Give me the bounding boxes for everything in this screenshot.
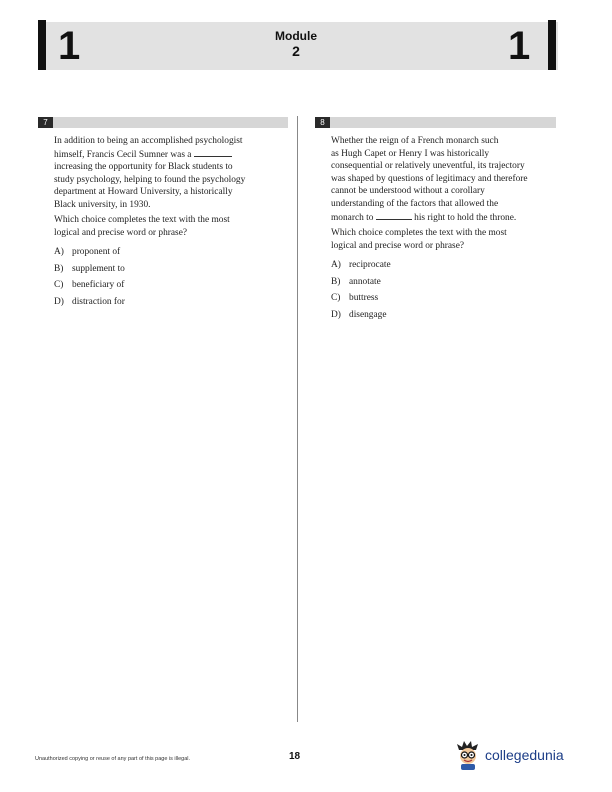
choice-c[interactable] <box>331 292 391 309</box>
question-7-number: 7 <box>38 117 53 128</box>
module-indicator <box>256 29 336 59</box>
choice-a[interactable] <box>54 246 125 263</box>
choice-letter: D) <box>331 309 341 320</box>
choice-b[interactable] <box>331 276 391 293</box>
passage-line: cannot be understood without a corollary <box>331 186 485 197</box>
module-number: 2 <box>292 43 300 59</box>
prompt-line: Which choice completes the text with the most <box>54 215 230 225</box>
header-right-block <box>548 20 556 70</box>
choice-letter: B) <box>331 276 341 287</box>
passage-line-text: monarch to <box>331 212 374 223</box>
choice-text: distraction for <box>72 296 125 307</box>
column-divider <box>297 116 298 722</box>
choice-letter: C) <box>54 280 64 290</box>
question-8-header-bar <box>315 117 556 128</box>
section-number-left: 1 <box>58 24 81 68</box>
passage-line <box>331 211 556 225</box>
passage-line: understanding of the factors that allowed the <box>331 198 499 209</box>
choice-text: reciprocate <box>349 260 391 270</box>
choice-d[interactable] <box>54 296 125 313</box>
section-number-right: 1 <box>508 24 531 68</box>
question-7-choices <box>54 246 125 312</box>
passage-line: Whether the reign of a French monarch such <box>331 136 499 146</box>
prompt-line: logical and precise word or phrase? <box>331 240 465 251</box>
prompt-line: logical and precise word or phrase? <box>54 227 188 238</box>
passage-line: as Hugh Capet or Henry I was historically <box>331 148 490 159</box>
choice-text: beneficiary of <box>72 280 125 290</box>
question-8-prompt <box>331 227 556 252</box>
copyright-notice: Unauthorized copying or reuse of any part of this page is illegal. <box>35 756 191 762</box>
answer-blank <box>194 148 232 157</box>
choice-c[interactable] <box>54 279 125 296</box>
choice-text: buttress <box>349 293 379 303</box>
passage-line: consequential or relatively uneventful, its trajectory <box>331 161 525 172</box>
collegedunia-logo[interactable] <box>455 740 564 770</box>
choice-letter: B) <box>54 263 64 274</box>
passage-line: study psychology, helping to found the psychology <box>54 174 246 185</box>
passage-line: In addition to being an accomplished psychologist <box>54 136 243 146</box>
answer-blank <box>376 211 412 220</box>
prompt-line: Which choice completes the text with the most <box>331 228 507 238</box>
question-8-choices <box>331 259 391 325</box>
logo-text: collegedunia <box>485 747 564 763</box>
choice-letter: A) <box>331 260 341 270</box>
choice-letter: A) <box>54 247 64 257</box>
passage-line: was shaped by questions of legitimacy and therefore <box>331 173 528 184</box>
page-number: 18 <box>289 751 301 762</box>
choice-letter: C) <box>331 293 341 303</box>
module-label: Module <box>275 29 317 43</box>
choice-a[interactable] <box>331 259 391 276</box>
mascot-icon <box>455 740 481 770</box>
passage-line: Black university, in 1930. <box>54 199 151 210</box>
question-8-number: 8 <box>315 117 330 128</box>
passage-line: increasing the opportunity for Black students to <box>54 162 233 173</box>
question-7-passage <box>54 135 290 212</box>
choice-b[interactable] <box>54 263 125 280</box>
choice-text: annotate <box>349 276 381 287</box>
question-7-prompt <box>54 214 290 239</box>
choice-text: disengage <box>349 309 387 320</box>
passage-line: department at Howard University, a historically <box>54 187 233 198</box>
question-7-header-bar <box>38 117 288 128</box>
passage-line-text: himself, Francis Cecil Sumner was a <box>54 149 192 160</box>
choice-d[interactable] <box>331 309 391 326</box>
header-left-block <box>38 20 46 70</box>
passage-line-text: his right to hold the throne. <box>414 212 517 223</box>
choice-text: proponent of <box>72 247 121 257</box>
choice-text: supplement to <box>72 263 125 274</box>
question-8-passage <box>331 135 556 224</box>
choice-letter: D) <box>54 296 64 307</box>
passage-line <box>54 148 290 162</box>
